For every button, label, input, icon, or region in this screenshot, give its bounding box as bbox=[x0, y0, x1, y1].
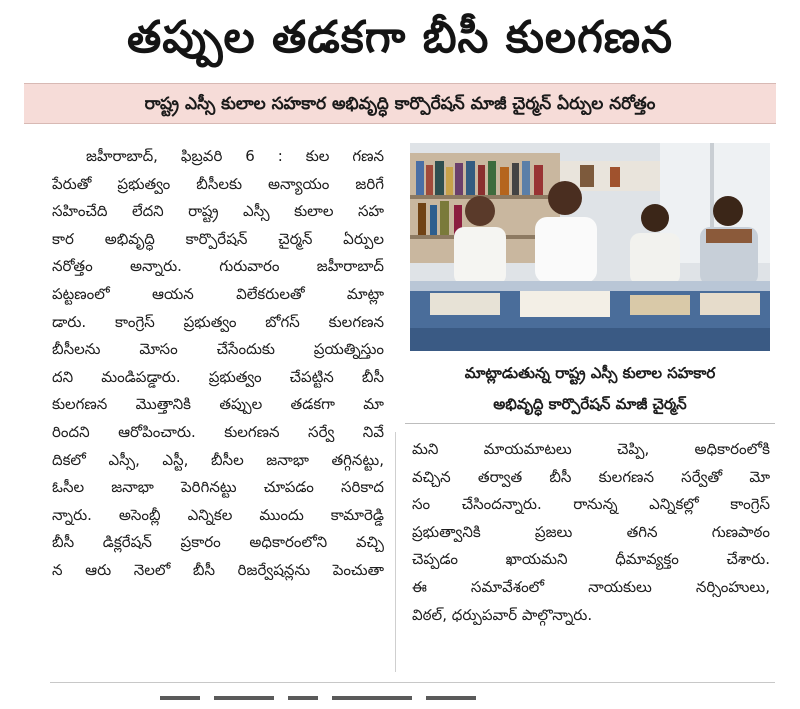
bottom-rule bbox=[50, 682, 775, 683]
article-line: మని మాయమాటలు చెప్పి, అధికారంలోకి bbox=[412, 440, 770, 458]
caption-line: అభివృద్ధి కార్పొరేషన్ మాజీ చైర్మన్ bbox=[493, 395, 687, 413]
article-line: బీసీలను మోసం చేసేందుకు ప్రయత్నిస్తుం bbox=[52, 340, 384, 359]
subheadline-text: రాష్ట్ర ఎస్సీ కులాల సహకార అభివృద్ధి కార్పొరేషన్ మాజీ చైర్మన్ ఏర్పుల నరోత్తం bbox=[144, 94, 656, 114]
article-line: విఠల్, ధర్పుపవార్ పాల్గొన్నారు. bbox=[412, 605, 593, 624]
article-line: నరోత్తం అన్నారు. గురువారం జహీరాబాద్ bbox=[52, 257, 384, 276]
photo-caption bbox=[405, 358, 775, 424]
column-divider bbox=[395, 432, 396, 672]
article-line: సహించేది లేదని రాష్ట్ర ఎస్సీ కులాల సహ bbox=[52, 202, 384, 221]
article-left-column bbox=[52, 143, 384, 585]
article-line: డారు. కాంగ్రెస్ ప్రభుత్వం బోగస్ కులగణన bbox=[52, 312, 384, 331]
article-line: ఈ సమావేశంలో నాయకులు నర్సింహులు, bbox=[412, 577, 770, 596]
article-line: రిందని ఆరోపించారు. కులగణన సర్వే నివే bbox=[52, 422, 384, 441]
headline: తప్పుల తడకగా బీసీ కులగణన bbox=[126, 12, 674, 63]
article-line: సం చేసిందన్నారు. రానున్న ఎన్నికల్లో కాంగ్రెస్ bbox=[412, 495, 770, 514]
article-line: న ఆరు నెలలో బీసీ రిజర్వేషన్లను పెంచుతా bbox=[52, 560, 384, 579]
press-meet-photo-illustration bbox=[410, 143, 770, 351]
article-line: బీసీ డిక్లరేషన్ ప్రకారం అధికారంలోని వచ్చి bbox=[52, 533, 384, 552]
article-line: చెప్పడం ఖాయమని ధీమావ్యక్తం చేశారు. bbox=[412, 550, 770, 569]
article-line: దని మండిపడ్డారు. ప్రభుత్వం చేపట్టిన బీసీ bbox=[52, 367, 384, 386]
cropped-next-article-fragment bbox=[160, 696, 540, 709]
article-line: ప్రభుత్వానికి ప్రజలు తగిన గుణపాఠం bbox=[412, 522, 770, 541]
subheadline-banner bbox=[24, 83, 776, 124]
article-line: ఓసీల జనాభా పెరిగినట్టు చూపడం సరికాద bbox=[52, 478, 384, 497]
caption-line: మాట్లాడుతున్న రాష్ట్ర ఎస్సీ కులాల సహకార bbox=[464, 364, 716, 382]
article-line: పట్టణంలో ఆయన విలేకరులతో మాట్లా bbox=[52, 284, 384, 303]
news-photo bbox=[410, 143, 770, 351]
article-line: న్నారు. అసెంబ్లీ ఎన్నికల ముందు కామారెడ్డి bbox=[52, 505, 384, 524]
article-line: వచ్చిన తర్వాత బీసీ కులగణన సర్వేతో మో bbox=[412, 467, 770, 486]
article-line: దికలో ఎస్సీ, ఎస్టీ, బీసీల జనాభా తగ్గినట్టు, bbox=[52, 450, 384, 469]
article-line: కార అభివృద్ధి కార్పొరేషన్ చైర్మన్ ఏర్పుల bbox=[52, 229, 384, 248]
article-right-column bbox=[412, 436, 770, 629]
article-line: కులగణన మొత్తానికి తప్పుల తడకగా మా bbox=[52, 395, 384, 414]
article-line: జహీరాబాద్, ఫిబ్రవరి 6 : కుల గణన bbox=[86, 147, 384, 165]
article-line: పేరుతో ప్రభుత్వం బీసీలకు అన్యాయం జరిగే bbox=[52, 174, 384, 193]
